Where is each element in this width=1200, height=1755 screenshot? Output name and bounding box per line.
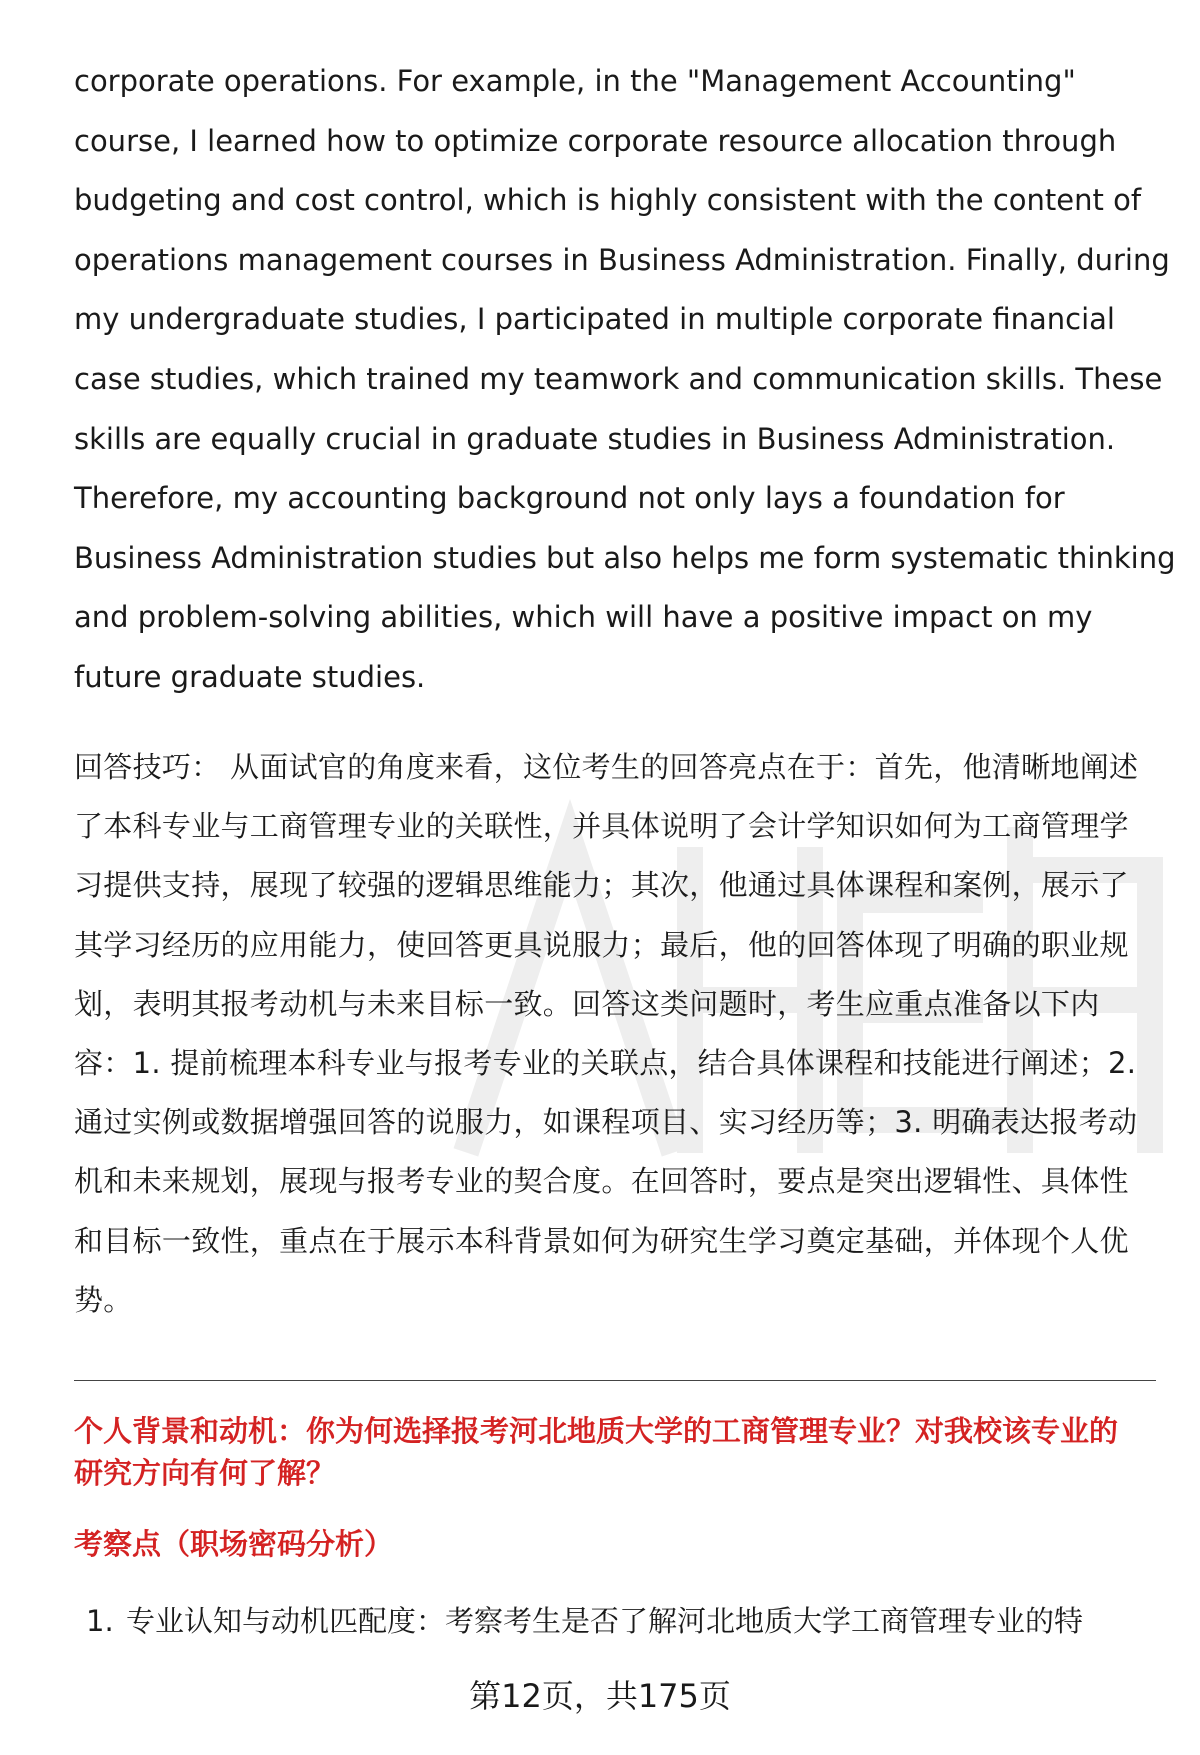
answer-line: case studies, which trained my teamwork and communication skills. These [74, 361, 1163, 396]
list-item-text: 专业认知与动机匹配度：考察考生是否了解河北地质大学工商管理专业的特 [126, 1604, 1084, 1638]
answer-line: Therefore, my accounting background not only lays a foundation for [74, 481, 1065, 516]
answer-line: Business Administration studies but also helps me form systematic thinking [74, 540, 1176, 575]
tips-line: 回答技巧： 从面试官的角度来看，这位考生的回答亮点在于：首先，他清晰地阐述 [74, 750, 1139, 784]
list-item-number: 1. [86, 1604, 114, 1638]
answer-line: future graduate studies. [74, 659, 426, 694]
section-heading: 考察点（职场密码分析） [74, 1527, 394, 1561]
answer-tips-paragraph [74, 738, 1154, 1330]
answer-line: budgeting and cost control, which is highly consistent with the content of [74, 183, 1142, 218]
section-divider [74, 1380, 1156, 1381]
tips-line: 通过实例或数据增强回答的说服力，如课程项目、实习经历等；3. 明确表达报考动 [74, 1105, 1138, 1140]
tips-line: 容：1. 提前梳理本科专业与报考专业的关联点，结合具体课程和技能进行阐述；2. [74, 1045, 1137, 1080]
list-item [86, 1600, 1083, 1642]
answer-line: corporate operations. For example, in the "Management Accounting" [74, 64, 1076, 98]
question-line: 研究方向有何了解？ [74, 1456, 336, 1490]
tips-line: 和目标一致性，重点在于展示本科背景如何为研究生学习奠定基础，并体现个人优 [74, 1223, 1129, 1258]
answer-line: operations management courses in Business Administration. Finally, during [74, 242, 1170, 277]
tips-line: 其学习经历的应用能力，使回答更具说服力；最后，他的回答体现了明确的职业规 [74, 927, 1129, 962]
interview-question [74, 1410, 1164, 1494]
tips-line: 划，表明其报考动机与未来目标一致。回答这类问题时，考生应重点准备以下内 [74, 986, 1100, 1021]
page-footer: 第12页，共175页 [469, 1677, 731, 1715]
answer-paragraph [74, 52, 1176, 708]
answer-line: skills are equally crucial in graduate studies in Business Administration. [74, 421, 1116, 456]
tips-line: 了本科专业与工商管理专业的关联性，并具体说明了会计学知识如何为工商管理学 [74, 809, 1129, 844]
question-line: 个人背景和动机：你为何选择报考河北地质大学的工商管理专业？对我校该专业的 [74, 1414, 1119, 1448]
answer-line: and problem-solving abilities, which will have a positive impact on my [74, 600, 1093, 635]
tips-line: 势。 [74, 1282, 133, 1317]
tips-line: 习提供支持，展现了较强的逻辑思维能力；其次，他通过具体课程和案例，展示了 [74, 868, 1129, 903]
tips-line: 机和未来规划，展现与报考专业的契合度。在回答时，要点是突出逻辑性、具体性 [74, 1164, 1129, 1199]
answer-line: course, I learned how to optimize corporate resource allocation through [74, 123, 1117, 158]
answer-line: my undergraduate studies, I participated in multiple corporate financial [74, 302, 1115, 337]
